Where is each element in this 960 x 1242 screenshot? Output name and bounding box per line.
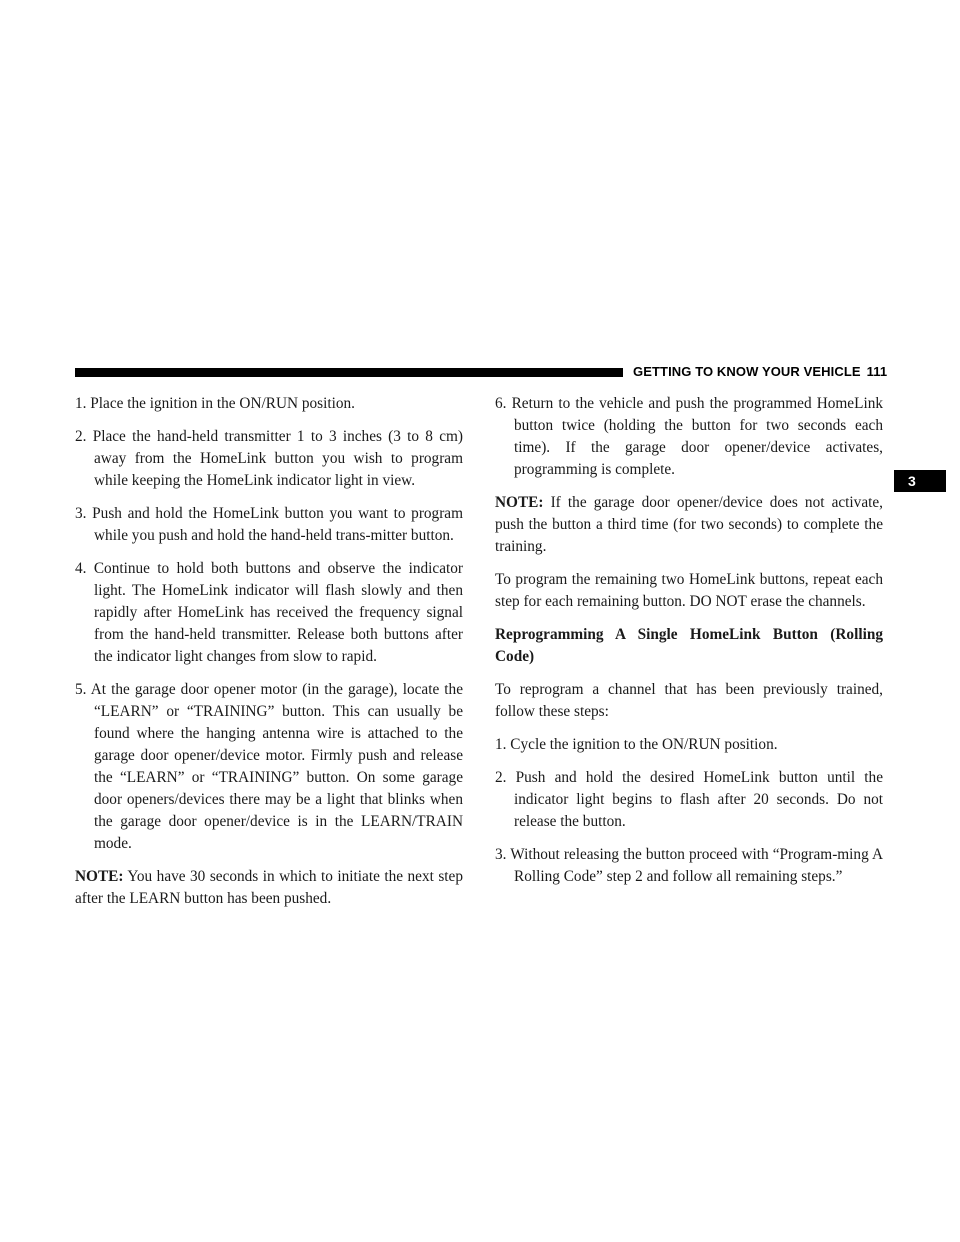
note-paragraph xyxy=(75,866,463,910)
step-5: 5. At the garage door opener motor (in the garage), locate the “LEARN” or “TRAINING” button. This can usually be found where the hanging antenna wire is attached to the garage door opener/device motor. Firmly push and release the “LEARN” or “TRAINING” button. On some garage door openers/devices there may be a light that blinks when the garage door opener/device is in the LEARN/TRAIN mode. xyxy=(75,681,463,852)
reprogram-step-2: 2. Push and hold the desired HomeLink button until the indicator light begins to flash after 20 seconds. Do not release the button. xyxy=(495,769,883,830)
remaining-buttons-paragraph: To program the remaining two HomeLink buttons, repeat each step for each remaining button. DO NOT erase the channels. xyxy=(495,571,883,610)
page-number: 111 xyxy=(866,364,888,379)
reprogram-step-3: 3. Without releasing the button proceed with “Program-ming A Rolling Code” step 2 and follow all remaining steps.” xyxy=(495,846,883,885)
step-3: 3. Push and hold the HomeLink button you want to program while you push and hold the hand-held trans-mitter button. xyxy=(75,505,463,544)
note-text: If the garage door opener/device does not activate, push the button a third time (for two seconds) to complete the training. xyxy=(495,494,883,555)
reprogram-step-1: 1. Cycle the ignition to the ON/RUN position. xyxy=(495,736,778,753)
note-label: NOTE: xyxy=(75,868,124,885)
step-1: 1. Place the ignition in the ON/RUN position. xyxy=(75,395,355,412)
header-rule xyxy=(75,368,623,377)
step-4: 4. Continue to hold both buttons and observe the indicator light. The HomeLink indicator will flash slowly and then rapidly after HomeLink has received the frequency signal from the hand-held transmitter. Release both buttons after the indicator light changes from slow to rapid. xyxy=(75,560,463,665)
step-2: 2. Place the hand-held transmitter 1 to 3 inches (3 to 8 cm) away from the HomeLink button you wish to program while keeping the HomeLink indicator light in view. xyxy=(75,428,463,489)
step-6: 6. Return to the vehicle and push the programmed HomeLink button twice (holding the button for two seconds each time). If the garage door opener/device activates, programming is complete. xyxy=(495,395,883,478)
section-subheading: Reprogramming A Single HomeLink Button (Rolling Code) xyxy=(495,626,883,665)
left-column xyxy=(75,393,463,921)
section-title: GETTING TO KNOW YOUR VEHICLE xyxy=(633,364,861,379)
intro-paragraph: To reprogram a channel that has been previously trained, follow these steps: xyxy=(495,681,883,720)
chapter-tab: 3 xyxy=(894,470,946,492)
note-label: NOTE: xyxy=(495,494,544,511)
note-paragraph xyxy=(495,492,883,558)
right-column xyxy=(495,393,883,899)
running-header xyxy=(633,364,887,379)
note-text: You have 30 seconds in which to initiate the next step after the LEARN button has been pushed. xyxy=(75,868,463,907)
